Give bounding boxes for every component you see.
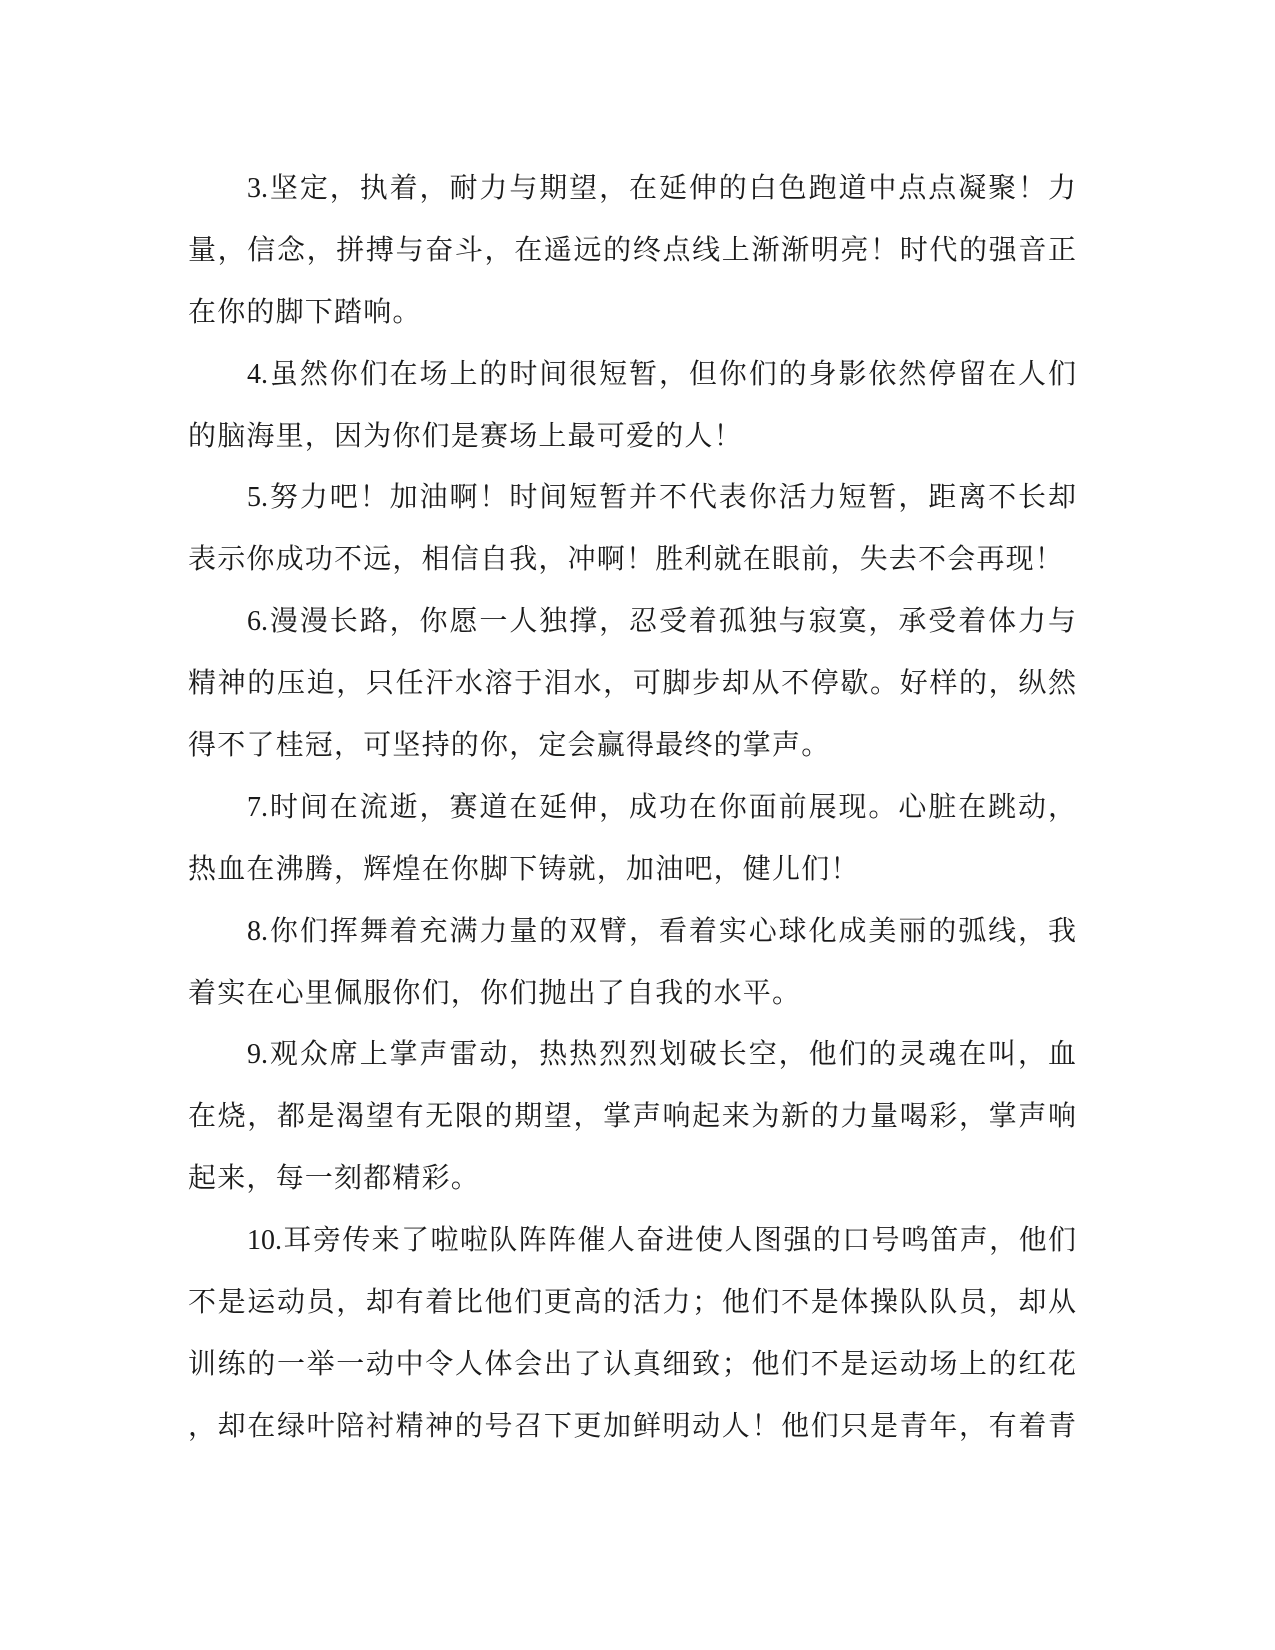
- text-line: 得不了桂冠，可坚持的你，定会赢得最终的掌声。: [188, 730, 831, 762]
- text-line: 训练的一举一动中令人体会出了认真细致；他们不是运动场上的红花: [188, 1348, 1076, 1380]
- text-line: 4.虽然你们在场上的时间很短暂，但你们的身影依然停留在人们: [247, 358, 1076, 390]
- text-line: 在烧，都是渴望有无限的期望，掌声响起来为新的力量喝彩，掌声响: [188, 1101, 1076, 1133]
- text-line: 热血在沸腾，辉煌在你脚下铸就，加油吧，健儿们！: [188, 853, 860, 885]
- text-line: 表示你成功不远，相信自我，冲啊！胜利就在眼前，失去不会再现！: [188, 544, 1065, 576]
- text-line: 6.漫漫长路，你愿一人独撑，忍受着孤独与寂寞，承受着体力与: [247, 606, 1076, 638]
- text-line: 不是运动员，却有着比他们更高的活力；他们不是体操队队员，却从: [188, 1287, 1076, 1319]
- text-line: 起来，每一刻都精彩。: [188, 1163, 481, 1195]
- text-line: 在你的脚下踏响。: [188, 296, 422, 328]
- text-line: 量，信念，拼搏与奋斗，在遥远的终点线上渐渐明亮！时代的强音正: [188, 234, 1076, 266]
- text-line: 8.你们挥舞着充满力量的双臂，看着实心球化成美丽的弧线，我: [247, 915, 1076, 947]
- text-block: [188, 158, 1076, 1458]
- text-line: 精神的压迫，只任汗水溶于泪水，可脚步却从不停歇。好样的，纵然: [188, 668, 1076, 700]
- text-line: 的脑海里，因为你们是赛场上最可爱的人！: [188, 420, 743, 452]
- text-line: 5.努力吧！加油啊！时间短暂并不代表你活力短暂，距离不长却: [247, 482, 1076, 514]
- text-line: 着实在心里佩服你们，你们抛出了自我的水平。: [188, 977, 802, 1009]
- text-line: 10.耳旁传来了啦啦队阵阵催人奋进使人图强的口号鸣笛声，他们: [247, 1225, 1076, 1257]
- text-line: 9.观众席上掌声雷动，热热烈烈划破长空，他们的灵魂在叫，血: [247, 1039, 1076, 1071]
- text-line: ，却在绿叶陪衬精神的号召下更加鲜明动人！他们只是青年，有着青: [188, 1410, 1076, 1442]
- text-line: 7.时间在流逝，赛道在延伸，成功在你面前展现。心脏在跳动，: [247, 791, 1076, 823]
- text-line: 3.坚定，执着，耐力与期望，在延伸的白色跑道中点点凝聚！力: [247, 173, 1076, 204]
